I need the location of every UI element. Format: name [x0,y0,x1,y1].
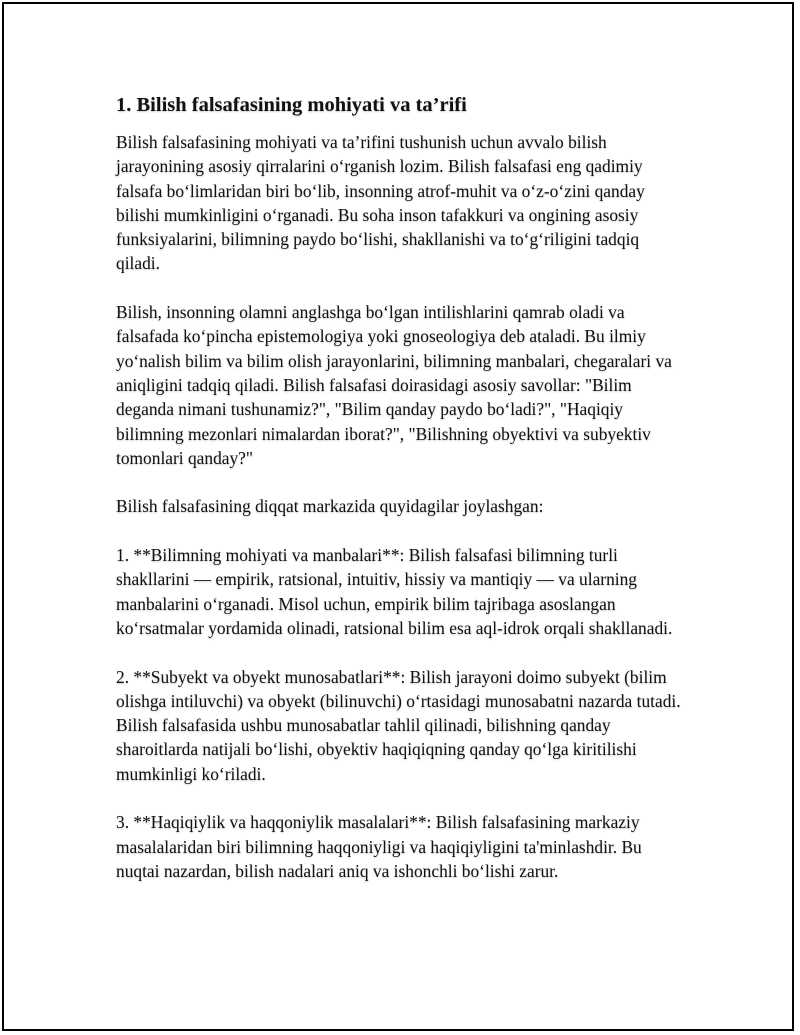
list-item-subject-object: 2. **Subyekt va obyekt munosabatlari**: Bilish jarayoni doimo subyekt (bilim olishga intiluvchi) va obyekt (bilinuvchi) oʻrtasidagi munosabatni nazarda tutadi. Bilish falsafasida ushbu munosabatlar tahlil qilinadi, bilishning qanday sharoitlarda natijali boʻlishi, obyektiv haqiqiqning qanday qoʻlga kiritilishi mumkinligi koʻriladi. [116,666,681,784]
list-item-knowledge-sources: 1. **Bilimning mohiyati va manbalari**: Bilish falsafasi bilimning turli shakllarini — empirik, ratsional, intuitiv, hissiy va mantiqiy — va ularning manbalarini oʻrganadi. Misol uchun, empirik bilim tajribaga asoslangan koʻrsatmalar yordamida olinadi, ratsional bilim esa aql-idrok orqali shakllanadi. [116,545,673,638]
document-body [116,92,682,908]
paragraph-focus-intro: Bilish falsafasining diqqat markazida quyidagilar joylashgan: [116,496,544,517]
paragraph-epistemology: Bilish, insonning olamni anglashga boʻlgan intilishlarini qamrab oladi va falsafada koʻpincha epistemologiya yoki gnoseologiya deb ataladi. Bu ilmiy yoʻnalish bilim va bilim olish jarayonlarini, bilimning manbalari, chegaralari va aniqligini tadqiq qiladi. Bilish falsafasi doirasidagi asosiy savollar: "Bilim deganda nimani tushunamiz?", "Bilim qanday paydo boʻladi?", "Haqiqiy bilimning mezonlari nimalardan iborat?", "Bilishning obyektivi va subyektiv tomonlari qanday?" [116,302,672,468]
section-heading: 1. Bilish falsafasining mohiyati va ta’rifi [116,94,467,116]
paragraph-intro: Bilish falsafasining mohiyati va ta’rifini tushunish uchun avvalo bilish jarayonining asosiy qirralarini oʻrganish lozim. Bilish falsafasi eng qadimiy falsafa boʻlimlaridan biri boʻlib, insonning atrof-muhit va oʻz-oʻzini qanday bilishi mumkinligini oʻrganadi. Bu soha inson tafakkuri va ongining asosiy funksiyalarini, bilimning paydo boʻlishi, shakllanishi va toʻgʻriligini tadqiq qiladi. [116,132,645,274]
list-item-truth-validity: 3. **Haqiqiylik va haqqoniylik masalalari**: Bilish falsafasining markaziy masalalaridan biri bilimning haqqoniyligi va haqiqiyligini ta'minlashdir. Bu nuqtai nazardan, bilish nadalari aniq va ishonchli boʻlishi zarur. [116,812,642,881]
